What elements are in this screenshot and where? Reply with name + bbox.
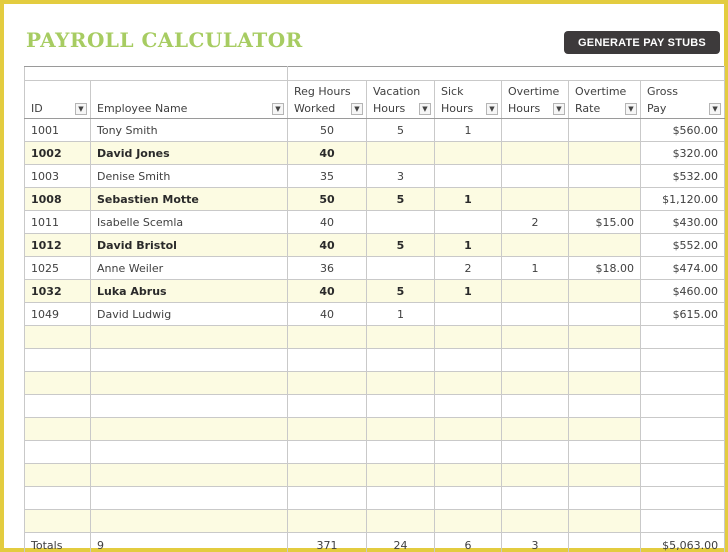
table-row — [25, 303, 725, 326]
cell-reg-hours-worked[interactable] — [288, 441, 367, 464]
cell-vacation-hours[interactable] — [367, 510, 435, 533]
cell-overtime-rate[interactable] — [569, 372, 641, 395]
table-row — [25, 119, 725, 142]
cell-overtime-rate[interactable]: $15.00 — [569, 211, 641, 234]
cell-reg-hours-worked[interactable] — [288, 372, 367, 395]
column-header-line1 — [97, 83, 269, 100]
table-row — [25, 280, 725, 303]
cell-reg-hours-worked[interactable] — [288, 487, 367, 510]
column-header-overtime-hours — [502, 81, 569, 119]
cell-overtime-hours[interactable] — [502, 441, 569, 464]
cell-employee-name[interactable] — [91, 464, 288, 487]
cell-reg-hours-worked[interactable] — [288, 418, 367, 441]
cell-id[interactable] — [25, 487, 91, 510]
cell-employee-name[interactable] — [91, 441, 288, 464]
cell-id[interactable]: 1032 — [25, 280, 91, 303]
cell-reg-hours-worked[interactable]: 35 — [288, 165, 367, 188]
cell-vacation-hours[interactable]: 5 — [367, 234, 435, 257]
total-vacation-hours: 24 — [367, 533, 435, 552]
column-header-line2: Rate — [575, 102, 601, 115]
column-header-line2: Hours — [508, 102, 541, 115]
cell-gross-pay[interactable] — [641, 349, 725, 372]
cell-vacation-hours[interactable]: 5 — [367, 119, 435, 142]
table-row — [25, 418, 725, 441]
cell-overtime-hours[interactable]: 1 — [502, 257, 569, 280]
column-header-line1: Overtime — [508, 85, 560, 98]
cell-sick-hours[interactable] — [435, 418, 502, 441]
cell-sick-hours[interactable] — [435, 349, 502, 372]
cell-overtime-hours[interactable] — [502, 418, 569, 441]
column-header-line1 — [31, 83, 72, 100]
column-header-reg-hours-worked — [288, 81, 367, 119]
cell-overtime-hours[interactable] — [502, 464, 569, 487]
cell-vacation-hours[interactable]: 3 — [367, 165, 435, 188]
table-row — [25, 487, 725, 510]
column-header-line1: Reg Hours — [294, 85, 351, 98]
total-sick-hours: 6 — [435, 533, 502, 552]
cell-sick-hours[interactable]: 2 — [435, 257, 502, 280]
cell-overtime-hours[interactable] — [502, 326, 569, 349]
column-header-line2: Hours — [441, 102, 474, 115]
payroll-table — [24, 66, 725, 552]
cell-employee-name[interactable] — [91, 326, 288, 349]
column-header-overtime-rate — [569, 81, 641, 119]
cell-overtime-rate[interactable] — [569, 165, 641, 188]
table-row — [25, 142, 725, 165]
cell-reg-hours-worked[interactable]: 36 — [288, 257, 367, 280]
cell-employee-name[interactable]: David Ludwig — [91, 303, 288, 326]
cell-employee-name[interactable] — [91, 349, 288, 372]
column-header-line1: Overtime — [575, 85, 627, 98]
dropdown-arrow-icon[interactable]: ▼ — [272, 103, 284, 115]
cell-reg-hours-worked[interactable]: 50 — [288, 119, 367, 142]
table-row — [25, 349, 725, 372]
cell-employee-name[interactable]: David Bristol — [91, 234, 288, 257]
cell-overtime-rate[interactable] — [569, 464, 641, 487]
cell-overtime-rate[interactable] — [569, 188, 641, 211]
cell-gross-pay[interactable]: $430.00 — [641, 211, 725, 234]
cell-gross-pay[interactable] — [641, 487, 725, 510]
cell-sick-hours[interactable] — [435, 211, 502, 234]
cell-overtime-rate[interactable] — [569, 280, 641, 303]
cell-overtime-rate[interactable] — [569, 119, 641, 142]
cell-overtime-rate[interactable] — [569, 234, 641, 257]
column-header-line1: Vacation — [373, 85, 421, 98]
cell-sick-hours[interactable] — [435, 487, 502, 510]
column-header-line2: Hours — [373, 102, 406, 115]
cell-sick-hours[interactable] — [435, 326, 502, 349]
dropdown-arrow-icon[interactable]: ▼ — [709, 103, 721, 115]
total-reg-hours-worked: 371 — [288, 533, 367, 552]
cell-vacation-hours[interactable] — [367, 326, 435, 349]
cell-id[interactable]: 1011 — [25, 211, 91, 234]
cell-gross-pay[interactable] — [641, 510, 725, 533]
cell-reg-hours-worked[interactable] — [288, 349, 367, 372]
table-row — [25, 211, 725, 234]
table-row — [25, 372, 725, 395]
cell-sick-hours[interactable]: 1 — [435, 188, 502, 211]
total-gross-pay: $5,063.00 — [641, 533, 725, 552]
cell-vacation-hours[interactable] — [367, 464, 435, 487]
total-overtime-hours: 3 — [502, 533, 569, 552]
cell-overtime-hours[interactable] — [502, 349, 569, 372]
cell-reg-hours-worked[interactable]: 50 — [288, 188, 367, 211]
cell-reg-hours-worked[interactable]: 40 — [288, 234, 367, 257]
cell-employee-name[interactable] — [91, 418, 288, 441]
cell-overtime-hours[interactable] — [502, 142, 569, 165]
cell-employee-name[interactable]: Tony Smith — [91, 119, 288, 142]
cell-overtime-hours[interactable] — [502, 188, 569, 211]
cell-gross-pay[interactable]: $560.00 — [641, 119, 725, 142]
cell-employee-name[interactable]: Isabelle Scemla — [91, 211, 288, 234]
cell-gross-pay[interactable]: $320.00 — [641, 142, 725, 165]
column-header-line2: Worked — [294, 102, 336, 115]
cell-overtime-hours[interactable]: 2 — [502, 211, 569, 234]
cell-overtime-rate[interactable] — [569, 395, 641, 418]
cell-vacation-hours[interactable] — [367, 211, 435, 234]
cell-gross-pay[interactable]: $532.00 — [641, 165, 725, 188]
total-id: Totals — [25, 533, 91, 552]
total-overtime-rate — [569, 533, 641, 552]
cell-vacation-hours[interactable]: 5 — [367, 188, 435, 211]
cell-sick-hours[interactable]: 1 — [435, 234, 502, 257]
cell-id[interactable]: 1002 — [25, 142, 91, 165]
cell-gross-pay[interactable] — [641, 418, 725, 441]
dropdown-arrow-icon[interactable]: ▼ — [419, 103, 431, 115]
cell-sick-hours[interactable] — [435, 464, 502, 487]
cell-sick-hours[interactable]: 1 — [435, 119, 502, 142]
cell-sick-hours[interactable] — [435, 142, 502, 165]
header-spacer-row — [25, 67, 725, 81]
cell-id[interactable] — [25, 395, 91, 418]
table-row — [25, 326, 725, 349]
dropdown-arrow-icon[interactable]: ▼ — [553, 103, 565, 115]
table-row — [25, 234, 725, 257]
cell-overtime-hours[interactable] — [502, 119, 569, 142]
cell-employee-name[interactable]: Anne Weiler — [91, 257, 288, 280]
cell-overtime-rate[interactable] — [569, 349, 641, 372]
table-row — [25, 395, 725, 418]
cell-sick-hours[interactable] — [435, 372, 502, 395]
table-row — [25, 510, 725, 533]
cell-gross-pay[interactable] — [641, 326, 725, 349]
cell-vacation-hours[interactable]: 5 — [367, 280, 435, 303]
cell-id[interactable] — [25, 464, 91, 487]
cell-reg-hours-worked[interactable] — [288, 510, 367, 533]
generate-pay-stubs-button[interactable]: GENERATE PAY STUBS — [564, 31, 720, 54]
cell-gross-pay[interactable]: $460.00 — [641, 280, 725, 303]
header-row — [25, 81, 725, 119]
column-header-line1: Sick — [441, 85, 464, 98]
cell-reg-hours-worked[interactable] — [288, 464, 367, 487]
cell-overtime-hours[interactable] — [502, 280, 569, 303]
cell-vacation-hours[interactable] — [367, 487, 435, 510]
cell-gross-pay[interactable] — [641, 441, 725, 464]
column-header-sick-hours — [435, 81, 502, 119]
cell-vacation-hours[interactable] — [367, 142, 435, 165]
cell-id[interactable] — [25, 418, 91, 441]
cell-employee-name[interactable] — [91, 487, 288, 510]
cell-gross-pay[interactable]: $552.00 — [641, 234, 725, 257]
cell-reg-hours-worked[interactable]: 40 — [288, 280, 367, 303]
cell-id[interactable] — [25, 372, 91, 395]
cell-vacation-hours[interactable] — [367, 395, 435, 418]
cell-vacation-hours[interactable] — [367, 441, 435, 464]
cell-overtime-hours[interactable] — [502, 510, 569, 533]
cell-id[interactable]: 1008 — [25, 188, 91, 211]
cell-overtime-rate[interactable] — [569, 510, 641, 533]
cell-reg-hours-worked[interactable]: 40 — [288, 303, 367, 326]
cell-id[interactable] — [25, 510, 91, 533]
column-header-employee-name — [91, 81, 288, 119]
cell-id[interactable]: 1001 — [25, 119, 91, 142]
cell-overtime-rate[interactable] — [569, 142, 641, 165]
cell-id[interactable] — [25, 349, 91, 372]
cell-sick-hours[interactable] — [435, 303, 502, 326]
cell-overtime-hours[interactable] — [502, 487, 569, 510]
column-header-line1: Gross — [647, 85, 678, 98]
table-row — [25, 464, 725, 487]
column-header-line2: Pay — [647, 102, 667, 115]
dropdown-arrow-icon[interactable]: ▼ — [351, 103, 363, 115]
cell-overtime-rate[interactable] — [569, 326, 641, 349]
cell-employee-name[interactable] — [91, 510, 288, 533]
cell-overtime-rate[interactable] — [569, 303, 641, 326]
cell-overtime-hours[interactable] — [502, 303, 569, 326]
cell-overtime-rate[interactable] — [569, 418, 641, 441]
cell-overtime-hours[interactable] — [502, 234, 569, 257]
cell-id[interactable]: 1003 — [25, 165, 91, 188]
cell-vacation-hours[interactable] — [367, 372, 435, 395]
dropdown-arrow-icon[interactable]: ▼ — [486, 103, 498, 115]
column-header-line2: ID — [31, 102, 43, 115]
cell-gross-pay[interactable] — [641, 464, 725, 487]
cell-employee-name[interactable] — [91, 395, 288, 418]
total-employee-name: 9 — [91, 533, 288, 552]
cell-vacation-hours[interactable] — [367, 257, 435, 280]
cell-gross-pay[interactable]: $474.00 — [641, 257, 725, 280]
cell-vacation-hours[interactable]: 1 — [367, 303, 435, 326]
cell-gross-pay[interactable]: $615.00 — [641, 303, 725, 326]
cell-id[interactable] — [25, 441, 91, 464]
cell-employee-name[interactable] — [91, 372, 288, 395]
cell-overtime-hours[interactable] — [502, 165, 569, 188]
cell-overtime-rate[interactable] — [569, 487, 641, 510]
cell-employee-name[interactable]: Luka Abrus — [91, 280, 288, 303]
cell-overtime-hours[interactable] — [502, 372, 569, 395]
cell-employee-name[interactable]: David Jones — [91, 142, 288, 165]
cell-vacation-hours[interactable] — [367, 349, 435, 372]
cell-id[interactable]: 1025 — [25, 257, 91, 280]
cell-reg-hours-worked[interactable] — [288, 395, 367, 418]
column-header-id — [25, 81, 91, 119]
cell-employee-name[interactable]: Denise Smith — [91, 165, 288, 188]
table-row — [25, 257, 725, 280]
table-row — [25, 188, 725, 211]
cell-vacation-hours[interactable] — [367, 418, 435, 441]
page-title: PAYROLL CALCULATOR — [26, 28, 303, 52]
cell-id[interactable]: 1012 — [25, 234, 91, 257]
cell-reg-hours-worked[interactable]: 40 — [288, 142, 367, 165]
cell-gross-pay[interactable] — [641, 395, 725, 418]
dropdown-arrow-icon[interactable]: ▼ — [625, 103, 637, 115]
table-row — [25, 165, 725, 188]
table-row — [25, 441, 725, 464]
column-header-vacation-hours — [367, 81, 435, 119]
cell-id[interactable] — [25, 326, 91, 349]
column-header-gross-pay — [641, 81, 725, 119]
column-header-line2: Employee Name — [97, 102, 188, 115]
cell-reg-hours-worked[interactable]: 40 — [288, 211, 367, 234]
cell-sick-hours[interactable] — [435, 165, 502, 188]
cell-overtime-rate[interactable] — [569, 441, 641, 464]
cell-sick-hours[interactable] — [435, 395, 502, 418]
cell-sick-hours[interactable] — [435, 510, 502, 533]
dropdown-arrow-icon[interactable]: ▼ — [75, 103, 87, 115]
totals-row — [25, 533, 725, 552]
cell-gross-pay[interactable] — [641, 372, 725, 395]
cell-reg-hours-worked[interactable] — [288, 326, 367, 349]
cell-overtime-hours[interactable] — [502, 395, 569, 418]
cell-sick-hours[interactable] — [435, 441, 502, 464]
cell-sick-hours[interactable]: 1 — [435, 280, 502, 303]
cell-employee-name[interactable]: Sebastien Motte — [91, 188, 288, 211]
cell-gross-pay[interactable]: $1,120.00 — [641, 188, 725, 211]
cell-id[interactable]: 1049 — [25, 303, 91, 326]
cell-overtime-rate[interactable]: $18.00 — [569, 257, 641, 280]
